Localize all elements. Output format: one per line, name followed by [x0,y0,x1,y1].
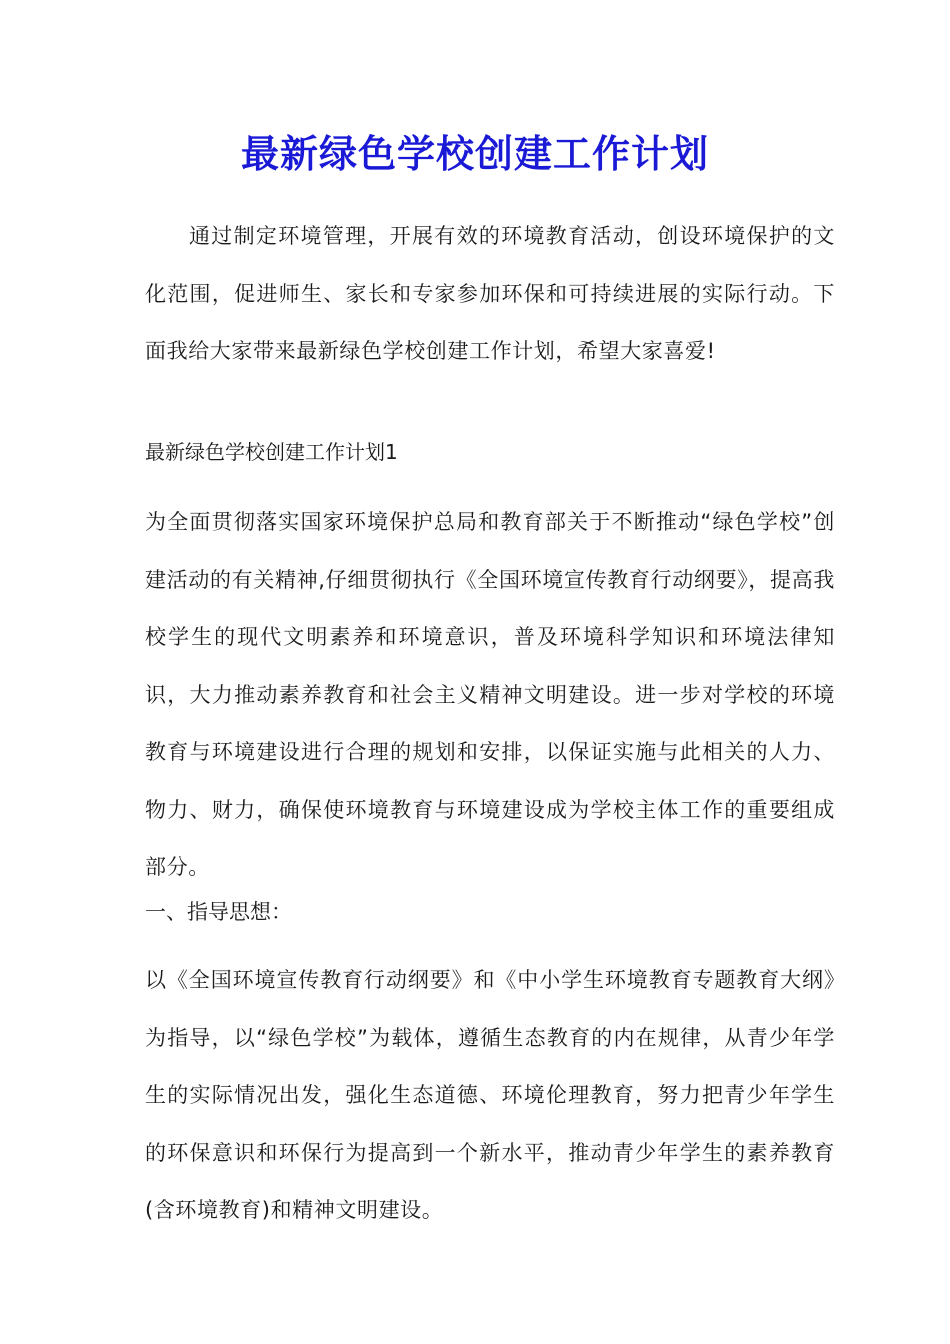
intro-paragraph: 通过制定环境管理，开展有效的环境教育活动，创设环境保护的文化范围，促进师生、家长和专家参加环保和可持续进展的实际行动。下面我给大家带来最新绿色学校创建工作计划，希望大家喜爱! [145,224,835,363]
section-heading-guiding-ideology: 一、指导思想： [145,900,292,924]
section-subtitle: 最新绿色学校创建工作计划1 [145,440,398,464]
document-title: 最新绿色学校创建工作计划 [240,131,709,176]
body-paragraph-2: 以《全国环境宣传教育行动纲要》和《中小学生环境教育专题教育大纲》为指导，以“绿色学校”为载体，遵循生态教育的内在规律，从青少年学生的实际情况出发，强化生态道德、环境伦理教育，努力把青少年学生的环保意识和环保行为提高到一个新水平，推动青少年学生的素养教育(含环境教育)和精神文明建设。 [145,968,835,1222]
body-paragraph-1: 为全面贯彻落实国家环境保护总局和教育部关于不断推动“绿色学校”创建活动的有关精神,仔细贯彻执行《全国环境宣传教育行动纲要》，提高我校学生的现代文明素养和环境意识，普及环境科学知识和环境法律知识，大力推动素养教育和社会主义精神文明建设。进一步对学校的环境教育与环境建设进行合理的规划和安排，以保证实施与此相关的人力、物力、财力，确保使环境教育与环境建设成为学校主体工作的重要组成部分。 [145,510,835,879]
